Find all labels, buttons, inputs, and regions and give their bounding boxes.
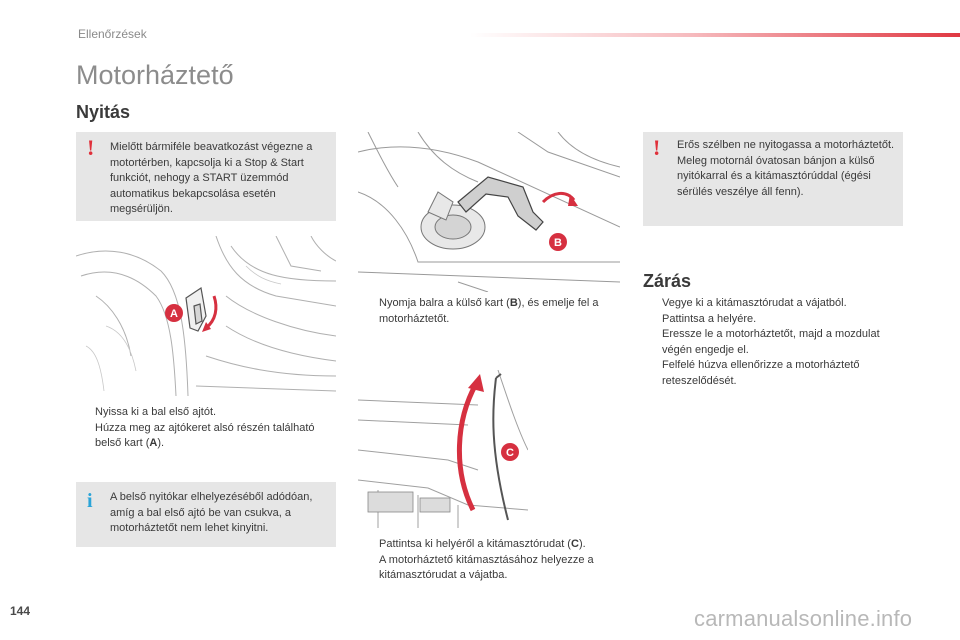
steps-closing (643, 296, 903, 389)
info-text: A belső nyitókar elhelyezéséből adódóan, amíg a bal első ajtó be van csukva, a motorháztetőt nem lehet kinyitni. (110, 491, 313, 534)
external-lever-illustration (358, 132, 620, 292)
opening-heading: Nyitás (76, 102, 131, 122)
list-item: Nyomja balra a külső kart (B), és emelje fel a motorháztetőt. (379, 297, 599, 325)
list-item: Felfelé húzva ellenőrizze a motorháztető reteszelődését. (662, 359, 860, 387)
warning-text: Mielőtt bármiféle beavatkozást végezne a motortérben, kapcsolja ki a Stop & Start funkciót, nehogy a START üzemmód automatikus bekapcsolása esetén megsérüljön. (110, 141, 313, 215)
step-external-lever (360, 296, 625, 327)
watermark: carmanualsonline.info (694, 606, 913, 631)
label-c: C (506, 447, 514, 459)
stop-start-warning-box (76, 132, 336, 221)
list-item: Pattintsa a helyére. (662, 312, 757, 325)
list-item: Eressze le a motorháztetőt, majd a mozdulat végén engedje el. (662, 328, 880, 356)
label-b: B (554, 237, 562, 249)
section-header: Ellenőrzések (78, 27, 147, 41)
page-title: Motorháztető (76, 60, 234, 90)
interior-lever-illustration (76, 236, 336, 396)
closing-heading: Zárás (643, 271, 692, 291)
list-item: Húzza meg az ajtókeret alsó részén található belső kart (A). (95, 421, 315, 449)
warning-text: Erős szélben ne nyitogassa a motorháztetőt. Meleg motornál óvatosan bánjon a külső nyitókarral és a kitámasztórúddal (égési sérülés veszélye áll fenn). (677, 139, 895, 198)
page-number: 144 (10, 604, 31, 618)
wind-heat-warning-box (643, 132, 903, 226)
label-a: A (170, 308, 178, 320)
header-accent-bar (470, 33, 960, 37)
steps-prop-rod (360, 537, 625, 584)
warning-icon: ! (87, 135, 95, 160)
list-item: Vegye ki a kitámasztórudat a vájatból. (662, 297, 847, 309)
list-item: Nyissa ki a bal első ajtót. (95, 406, 217, 418)
prop-rod-illustration (358, 370, 528, 528)
list-item: Pattintsa ki helyéről a kitámasztórudat (C). (379, 538, 586, 550)
list-item: A motorháztető kitámasztásához helyezze a kitámasztórudat a vájatba. (379, 553, 594, 581)
steps-open-door (76, 405, 321, 452)
warning-icon: ! (653, 135, 661, 160)
info-icon: i (87, 490, 93, 512)
interior-lever-info-box (76, 482, 336, 547)
